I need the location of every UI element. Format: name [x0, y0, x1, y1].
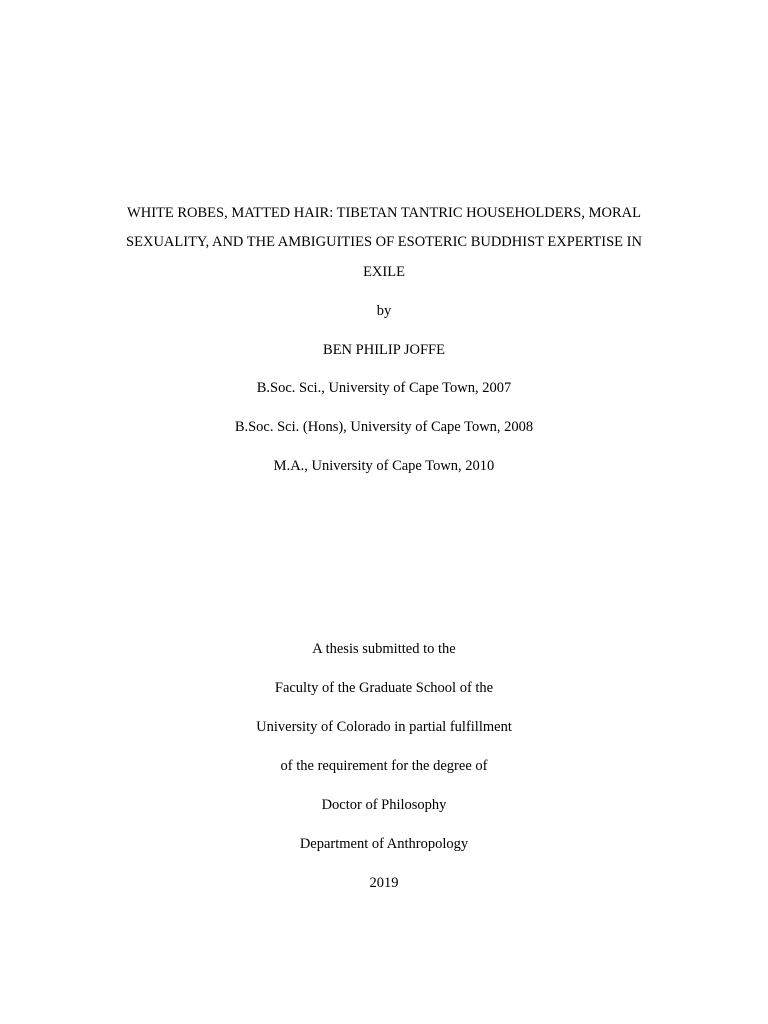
degree-bsocsci: B.Soc. Sci., University of Cape Town, 2007: [256, 380, 512, 396]
degree-name: Doctor of Philosophy: [321, 797, 447, 813]
degree-bsocsci-hons: B.Soc. Sci. (Hons), University of Cape Town, 2008: [234, 419, 534, 435]
title-line-1: WHITE ROBES, MATTED HAIR: TIBETAN TANTRIC HOUSEHOLDERS, MORAL: [127, 205, 641, 221]
submission-year: 2019: [369, 875, 399, 891]
author-name: BEN PHILIP JOFFE: [323, 342, 445, 358]
submission-line-1: A thesis submitted to the: [312, 641, 456, 657]
by-label: by: [376, 303, 392, 319]
title-line-3: EXILE: [363, 264, 405, 280]
degree-ma: M.A., University of Cape Town, 2010: [273, 458, 495, 474]
title-line-2: SEXUALITY, AND THE AMBIGUITIES OF ESOTERIC BUDDHIST EXPERTISE IN: [126, 234, 642, 250]
submission-line-4: of the requirement for the degree of: [280, 758, 488, 774]
department-name: Department of Anthropology: [299, 836, 469, 852]
submission-line-2: Faculty of the Graduate School of the: [274, 680, 494, 696]
submission-line-3: University of Colorado in partial fulfillment: [256, 719, 512, 735]
